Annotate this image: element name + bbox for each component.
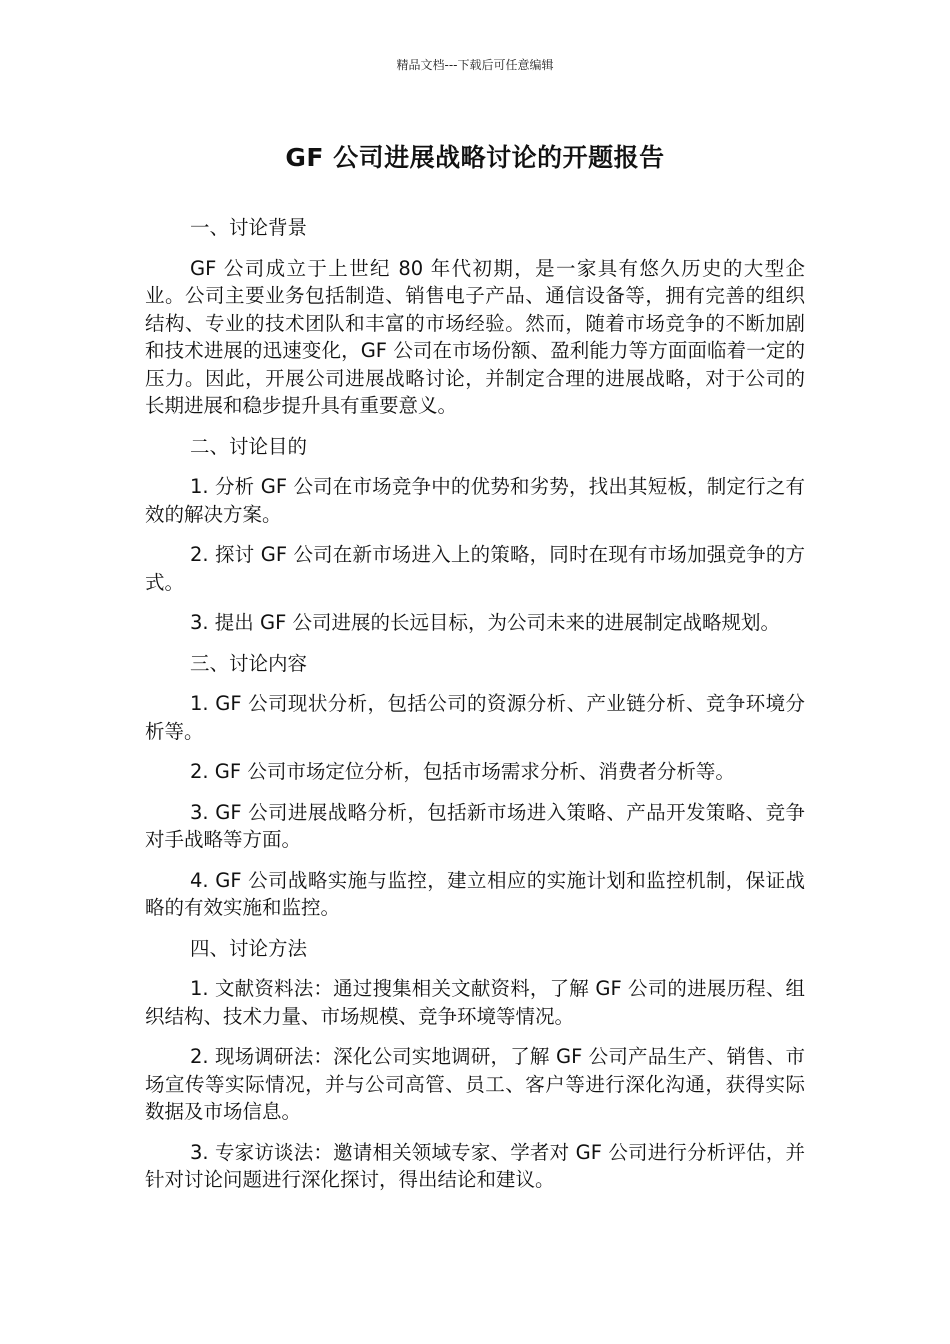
- content-item-3: 3. GF 公司进展战略分析，包括新市场进入策略、产品开发策略、竞争对手战略等方面。: [145, 800, 805, 851]
- section-heading-background: 一、讨论背景: [190, 216, 308, 239]
- content-item-1: 1. GF 公司现状分析，包括公司的资源分析、产业链分析、竞争环境分析等。: [145, 692, 805, 743]
- section-heading-methods: 四、讨论方法: [190, 936, 308, 960]
- section-heading-content: 三、讨论内容: [190, 651, 308, 675]
- document-body: [145, 214, 805, 1207]
- page-header: 精品文档---下载后可任意编辑: [396, 58, 554, 72]
- content-item-2: 2. GF 公司市场定位分析，包括市场需求分析、消费者分析等。: [190, 760, 735, 783]
- objective-item-2: 2. 探讨 GF 公司在新市场进入上的策略，同时在现有市场加强竞争的方式。: [145, 543, 805, 594]
- document-title: GF 公司进展战略讨论的开题报告: [285, 143, 665, 172]
- method-item-1: 1. 文献资料法：通过搜集相关文献资料，了解 GF 公司的进展历程、组织结构、技术力量、市场规模、竞争环境等情况。: [145, 977, 805, 1028]
- content-item-4: 4. GF 公司战略实施与监控，建立相应的实施计划和监控机制，保证战略的有效实施和监控。: [145, 868, 805, 919]
- section-heading-objectives: 二、讨论目的: [190, 434, 308, 458]
- objective-item-3: 3. 提出 GF 公司进展的长远目标，为公司未来的进展制定战略规划。: [190, 611, 781, 634]
- paragraph-background: GF 公司成立于上世纪 80 年代初期，是一家具有悠久历史的大型企业。公司主要业务包括制造、销售电子产品、通信设备等，拥有完善的组织结构、专业的技术团队和丰富的市场经验。然而，随着市场竞争的不断加剧和技术进展的迅速变化，GF 公司在市场份额、盈利能力等方面面临着一定的压力。因此，开展公司进展战略讨论，并制定合理的进展战略，对于公司的长期进展和稳步提升具有重要意义。: [145, 256, 805, 417]
- method-item-2: 2. 现场调研法：深化公司实地调研，了解 GF 公司产品生产、销售、市场宣传等实际情况，并与公司高管、员工、客户等进行深化沟通，获得实际数据及市场信息。: [145, 1045, 805, 1123]
- method-item-3: 3. 专家访谈法：邀请相关领域专家、学者对 GF 公司进行分析评估，并针对讨论问题进行深化探讨，得出结论和建议。: [145, 1140, 805, 1191]
- objective-item-1: 1. 分析 GF 公司在市场竞争中的优势和劣势，找出其短板，制定行之有效的解决方案。: [145, 475, 805, 526]
